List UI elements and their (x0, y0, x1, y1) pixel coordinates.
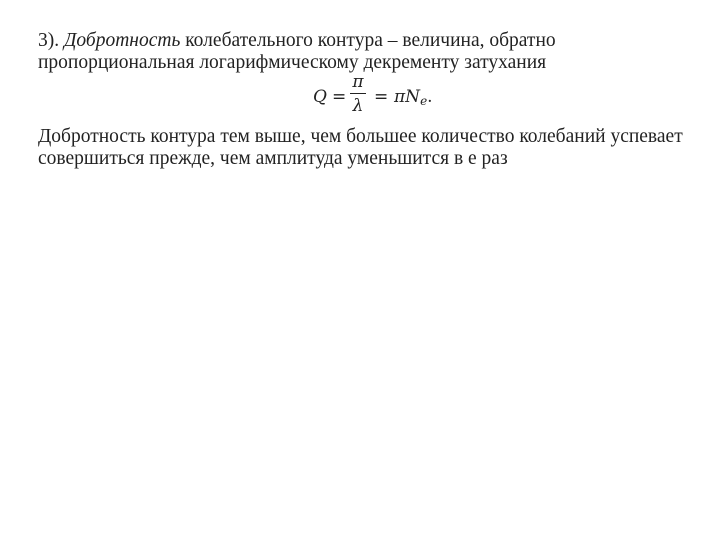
formula-fraction (350, 72, 366, 116)
fraction-numerator: π (352, 72, 364, 92)
formula-rhs (394, 86, 433, 112)
rhs-subscript: e (420, 94, 428, 108)
rhs-main: πN (394, 87, 421, 107)
formula-lhs: Q (313, 87, 327, 107)
formula-period: . (427, 87, 433, 107)
fraction-bar (350, 93, 366, 94)
fraction-denominator: λ (352, 96, 364, 116)
definition-paragraph (38, 30, 688, 74)
explanation-paragraph: Добротность контура тем выше, чем большее количество колебаний успевает совершиться прежде, чем амплитуда уменьшится в е раз (38, 126, 683, 169)
formula-equals-1: = (332, 87, 347, 107)
quality-factor-formula (38, 74, 688, 122)
item-number: 3). (38, 30, 64, 51)
slide-content (38, 30, 688, 170)
definition-text: колебательного контура – величина, обратно пропорциональная логарифмическому декременту затухания (38, 30, 556, 73)
term-quality-factor: Добротность (64, 30, 181, 51)
formula-equals-2: = (374, 87, 389, 107)
